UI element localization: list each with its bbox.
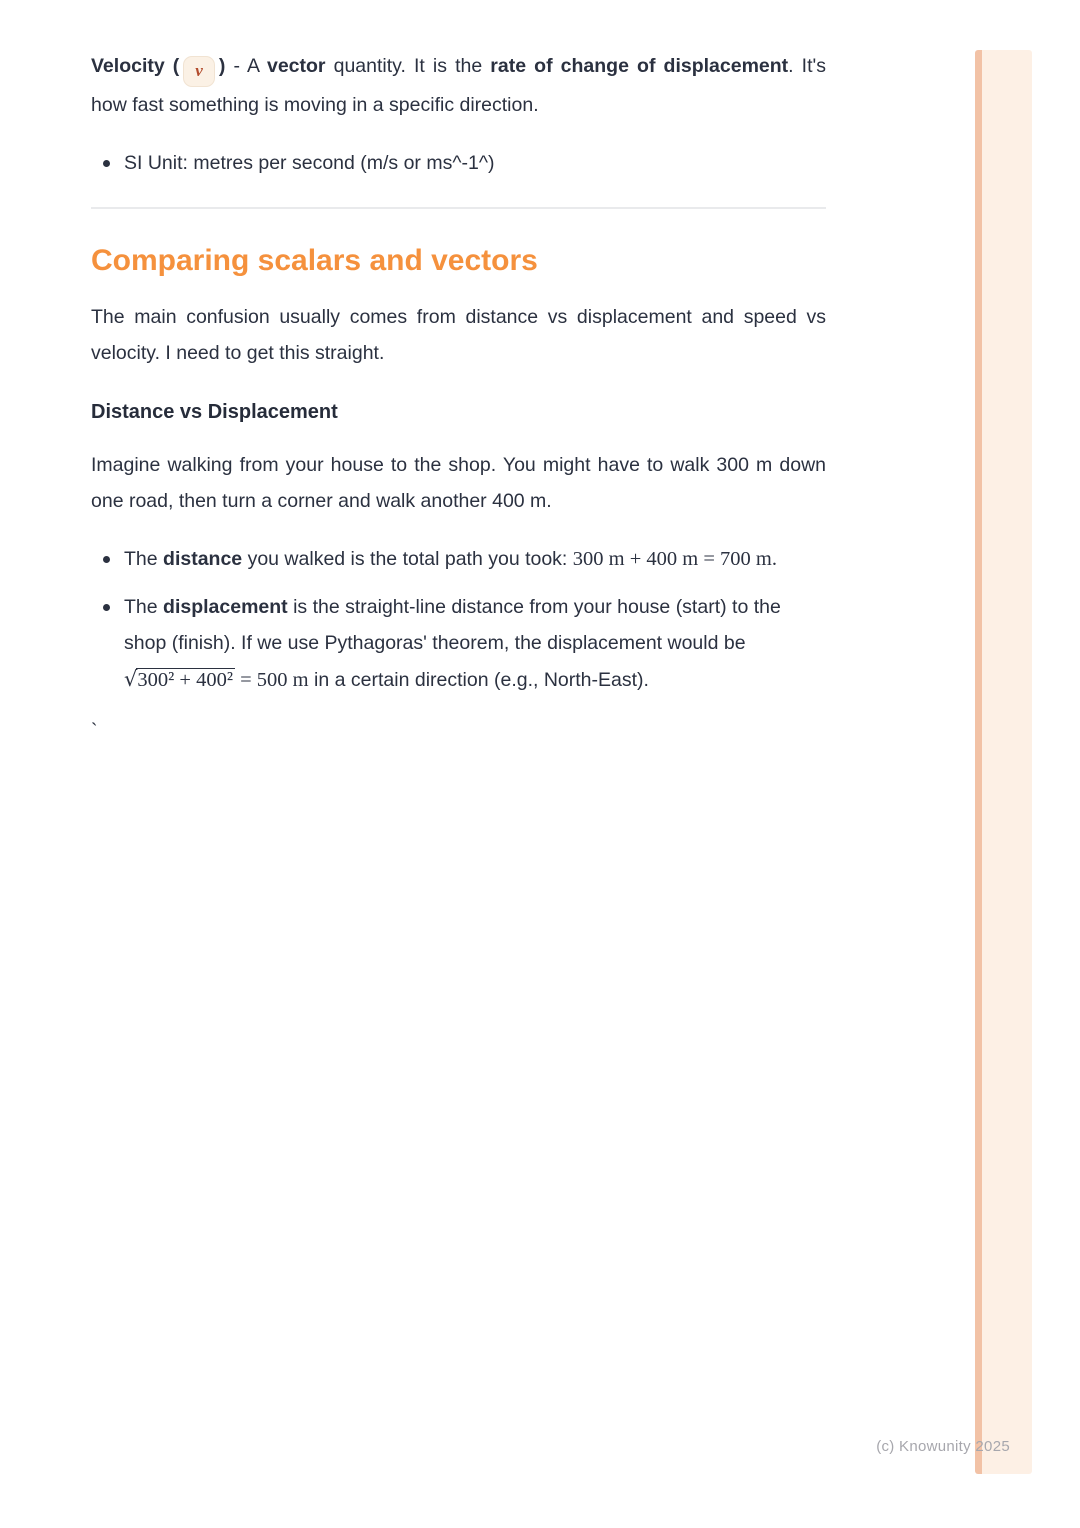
displacement-bold: displacement bbox=[163, 596, 288, 618]
list-item-si-unit bbox=[91, 145, 826, 181]
copyright-footer: (c) Knowunity 2025 bbox=[876, 1438, 1010, 1455]
distance-math-expression: 300 m + 400 m = 700 m. bbox=[572, 548, 777, 570]
velocity-text-segment: . It's how fast something is moving in a specific direction. bbox=[91, 55, 826, 116]
comparison-list bbox=[91, 541, 826, 698]
velocity-definition-paragraph bbox=[91, 48, 826, 123]
list-item-displacement bbox=[91, 589, 826, 698]
distance-text-segment: you walked is the total path you took: bbox=[242, 548, 573, 570]
radicand-expression: 300² + 400² bbox=[137, 669, 233, 691]
square-root-symbol: √ bbox=[124, 667, 138, 691]
velocity-term-bold: Velocity ( bbox=[91, 55, 180, 77]
subsection-heading: Distance vs Displacement bbox=[91, 401, 338, 423]
rate-of-change-bold: rate of change of displacement bbox=[490, 55, 789, 77]
confusion-paragraph: The main confusion usually comes from distance vs displacement and speed vs velocity. I need to get this straight. bbox=[91, 306, 826, 364]
displacement-text-segment: in a certain direction (e.g., North-East). bbox=[308, 669, 649, 691]
velocity-text-segment: - A bbox=[225, 55, 267, 77]
displacement-text-segment: is the straight-line distance from your house (start) to the shop (finish). If we use Pythagoras' theorem, the displacement would be bbox=[124, 596, 781, 654]
si-unit-list bbox=[91, 145, 826, 181]
velocity-paren-close-bold: ) bbox=[218, 55, 226, 77]
velocity-symbol: v bbox=[195, 61, 203, 80]
stray-backtick: ` bbox=[91, 720, 98, 742]
section-divider bbox=[91, 207, 826, 209]
math-result: = 500 m bbox=[235, 669, 309, 691]
imagine-paragraph: Imagine walking from your house to the shop. You might have to walk 300 m down one road, then turn a corner and walk another 400 m. bbox=[91, 454, 826, 512]
velocity-text-segment: quantity. It is the bbox=[325, 55, 491, 77]
distance-text-segment: The bbox=[124, 548, 164, 570]
page-edge-highlight-bar bbox=[975, 50, 1032, 1474]
displacement-text-segment: The bbox=[124, 596, 164, 618]
section-heading: Comparing scalars and vectors bbox=[91, 244, 538, 277]
list-item-distance bbox=[91, 541, 826, 577]
velocity-symbol-badge bbox=[183, 56, 215, 87]
distance-bold: distance bbox=[163, 548, 243, 570]
vector-bold: vector bbox=[266, 55, 326, 77]
page-content bbox=[91, 48, 826, 746]
pythagoras-math-expression bbox=[124, 669, 309, 691]
notes-page bbox=[0, 0, 826, 746]
si-unit-text: SI Unit: metres per second (m/s or ms^-1^) bbox=[124, 152, 495, 174]
